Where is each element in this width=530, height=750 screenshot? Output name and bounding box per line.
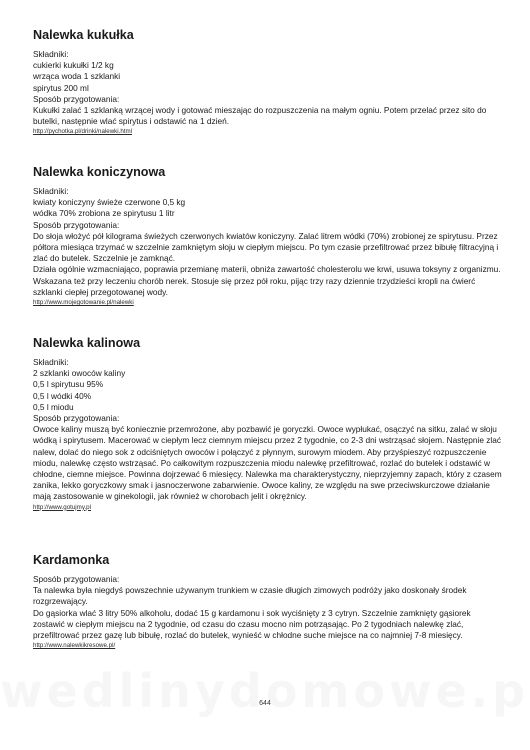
- recipe-body: [33, 49, 503, 136]
- ingredient-line: wódka 70% zrobiona ze spirytusu 1 litr: [33, 208, 175, 219]
- preparation-text: Do słoja włożyć pół kilograma świeżych czerwonych kwiatów koniczyny. Zalać litrem wódki (70%) zrobionej ze spirytusu. Przez półtora miesiąca trzymać w szczelnie zamkniętym słoju w ciepłym miejscu. Po tym czasie przefiltrować przez bibułę filtracyjną i zlać do butelek. Szczelnie je zamknąć.: [33, 230, 499, 264]
- source-link[interactable]: http://www.nalewkikresowe.pl/: [33, 642, 116, 650]
- ingredient-line: 0,5 l miodu: [33, 401, 74, 412]
- source-link[interactable]: http://www.gotujmy.pl: [33, 503, 92, 511]
- preparation-heading: Sposób przygotowania:: [33, 219, 120, 230]
- preparation-text: Owoce kaliny muszą być koniecznie przemrożone, aby pozbawić je goryczki. Owoce wypłukać, osączyć na sitku, zalać w słoju wódką i spirytusem. Macerować w ciepłym lecz ciemnym miejscu przez 2 tygodnie, co 2-3 dni wstrząsać słojem. Następnie zlać nalew, dolać do niego sok z odciśniętych owoców i połączyć z płynnym, surowym miodem. Aby przyśpieszyć rozpuszczenie miodu, nalewkę często wstrząsać. Po całkowitym rozpuszczenia miodu nalewkę przefiltrować, rozlać do butelek i odstawić w chłodne, ciemne miejsce. Powinna dojrzewać 6 miesięcy. Nalewka ma charakterystyczny, nieprzyjemny zapach, który z czasem zanika, lekko goryczkowy smak i jasnoczerwone zabarwienie. Owoce kaliny, ze względu na swe przeciwskurczowe działanie mają zastosowanie w ginekologii, jak również w chorobach jelit i okrężnicy.: [33, 424, 502, 502]
- preparation-text: Ta nalewka była niegdyś powszechnie używanym trunkiem w czasie długich zimowych podróży jako doskonały środek rozgrzewający.: [33, 585, 467, 607]
- recipe-title: Nalewka kukułka: [33, 28, 134, 42]
- ingredient-line: 2 szklanki owoców kaliny: [33, 368, 126, 379]
- ingredient-line: kwiaty koniczyny świeże czerwone 0,5 kg: [33, 197, 186, 208]
- recipe-nalewka-koniczynowa: [33, 165, 503, 307]
- ingredient-line: spirytus 200 ml: [33, 82, 89, 93]
- watermark: [0, 664, 530, 718]
- recipe-body: [33, 186, 503, 307]
- preparation-heading: Sposób przygotowania:: [33, 413, 120, 424]
- ingredient-line: wrząca woda 1 szklanki: [33, 71, 121, 82]
- ingredients-heading: Składniki:: [33, 186, 69, 196]
- recipe-nalewka-kukulka: [33, 28, 503, 136]
- preparation-text: Działa ogólnie wzmacniająco, poprawia przemianę materii, obniża zawartość cholesterolu we krwi, usuwa toksyny z organizmu. Wskazana też przy leczeniu chorób nerek. Stosuje się przez pół roku, pijąc trzy razy dziennie trzydzieści kropli na ćwierć szklanki ciepłej przegotowanej wody.: [33, 264, 501, 297]
- ingredient-line: 0,5 l spirytusu 95%: [33, 379, 104, 390]
- recipe-nalewka-kalinowa: [33, 336, 503, 512]
- recipe-title: Nalewka koniczynowa: [33, 165, 166, 179]
- ingredient-line: 0,5 l wódki 40%: [33, 390, 92, 401]
- ingredient-line: cukierki kukułki 1/2 kg: [33, 60, 114, 71]
- preparation-text: Do gąsiorka wlać 3 litry 50% alkoholu, dodać 15 g kardamonu i sok wyciśnięty z 3 cytryn. Szczelnie zamknięty gąsiorek zostawić w ciepłym miejscu na 2 tygodnie, od czasu do czasu mocno nim potrząsając. Po 2 tygodniach nalewkę zlać, przefiltrować przez gazę lub bibułę, rozlać do butelek, wynieść w chłodne suche miejsce na co najmniej 7-8 miesięcy.: [33, 607, 471, 641]
- recipe-title: Nalewka kalinowa: [33, 336, 141, 350]
- recipe-body: [33, 574, 503, 650]
- recipe-title: Kardamonka: [33, 553, 110, 567]
- preparation-heading: Sposób przygotowania:: [33, 574, 120, 584]
- ingredients-heading: Składniki:: [33, 357, 69, 367]
- preparation-text: Kukułki zalać 1 szklanką wrzącej wody i gotować mieszając do rozpuszczenia na małym ogniu. Potem przelać przez sito do butelki, następnie wlać spirytus i odstawić na 1 dzień.: [33, 105, 487, 127]
- source-link[interactable]: http://pychotka.pl/drinki/nalewki.html: [33, 128, 133, 136]
- preparation-heading: Sposób przygotowania:: [33, 93, 120, 104]
- recipe-body: [33, 357, 503, 512]
- ingredients-heading: Składniki:: [33, 49, 69, 59]
- source-link[interactable]: http://www.mojegotowanie.pl/nalewki: [33, 299, 134, 307]
- page-number: 644: [259, 700, 271, 707]
- recipe-kardamonka: [33, 553, 503, 650]
